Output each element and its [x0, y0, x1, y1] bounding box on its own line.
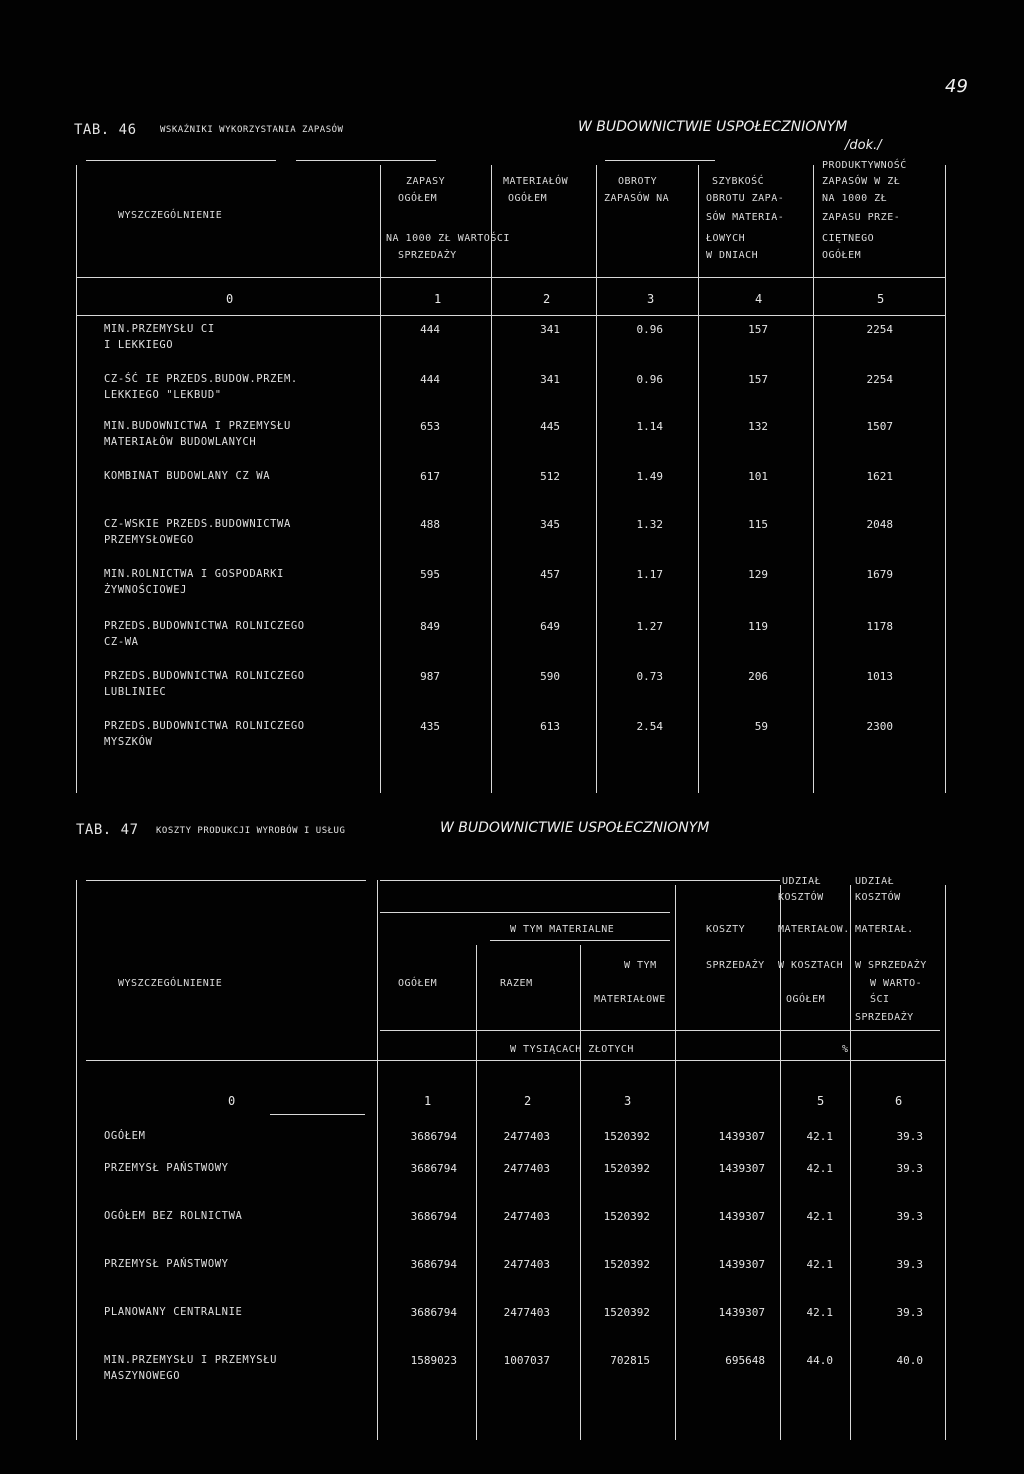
t47-header-c5-line: MATERIAŁOW.: [778, 924, 850, 935]
t46-row-label: KOMBINAT BUDOWLANY CZ WA: [104, 470, 271, 482]
t46-cell: 444: [420, 373, 440, 386]
t46-cell: 132: [748, 420, 768, 433]
t47-row-label: MIN.PRZEMYSŁU I PRZEMYSŁU: [104, 1354, 278, 1366]
t47-header-c5-line: UDZIAŁ: [782, 876, 822, 887]
t47-cell: 695648: [725, 1354, 765, 1367]
t46-header-c5-line: PRODUKTYWNOŚĆ: [822, 160, 907, 171]
t47-header-c4-line: SPRZEDAŻY: [706, 960, 765, 971]
t46-cell: 617: [420, 470, 440, 483]
t47-cell: 3686794: [410, 1210, 457, 1223]
t47-cell: 42.1: [806, 1210, 833, 1223]
t46-row-label: LUBLINIEC: [104, 686, 167, 698]
t46-cell: 157: [748, 323, 768, 336]
t46-cell: 653: [420, 420, 440, 433]
t47-colnum: 6: [895, 1094, 903, 1108]
t46-header-c5-line: OGÓŁEM: [822, 250, 862, 261]
t47-header-c6-line: KOSZTÓW: [855, 892, 901, 903]
t46-cell: 119: [748, 620, 768, 633]
t46-cell: 649: [540, 620, 560, 633]
t46-cell: 157: [748, 373, 768, 386]
t47-cell: 39.3: [896, 1162, 923, 1175]
t47-cell: 39.3: [896, 1306, 923, 1319]
t46-header-c5-line: ZAPASÓW W ZŁ: [822, 176, 901, 187]
t46-header-c1-line: ZAPASY: [406, 176, 446, 187]
t46-cell: 987: [420, 670, 440, 683]
t46-header-c5-line: CIĘTNEGO: [822, 233, 875, 244]
t46-row-label: PRZEMYSŁOWEGO: [104, 534, 194, 546]
t46-row-label: MYSZKÓW: [104, 736, 153, 748]
table-46-title-handwritten: W BUDOWNICTWIE USPOŁECZNIONYM: [578, 119, 848, 135]
t47-colnum: 3: [624, 1094, 632, 1108]
t47-cell: 39.3: [896, 1210, 923, 1223]
t47-row-label: OGÓŁEM: [104, 1130, 146, 1142]
t46-cell: 345: [540, 518, 560, 531]
t46-cell: 1507: [866, 420, 893, 433]
t47-colnum: 1: [424, 1094, 432, 1108]
table-46-continuation: /dok./: [845, 138, 882, 153]
t47-cell: 3686794: [410, 1162, 457, 1175]
t46-header-c4-line: W DNIACH: [706, 250, 759, 261]
t47-cell: 1520392: [603, 1162, 650, 1175]
t46-cell: 1679: [866, 568, 893, 581]
t46-cell: 101: [748, 470, 768, 483]
t47-colnum: 2: [524, 1094, 532, 1108]
t46-cell: 2048: [866, 518, 893, 531]
t46-header-c4-line: SÓW MATERIA-: [706, 212, 785, 223]
t47-cell: 1520392: [603, 1210, 650, 1223]
t46-header-c3-line: OBROTY: [618, 176, 658, 187]
t46-cell: 2.54: [636, 720, 663, 733]
t46-cell: 595: [420, 568, 440, 581]
t46-cell: 0.96: [636, 373, 663, 386]
t47-cell: 1520392: [603, 1258, 650, 1271]
t46-header-c1-line: SPRZEDAŻY: [398, 250, 457, 261]
t47-header-c6-line: SPRZEDAŻY: [855, 1012, 914, 1023]
t47-header-c3-line: W TYM: [624, 960, 657, 971]
t46-cell: 849: [420, 620, 440, 633]
t47-cell: 42.1: [806, 1162, 833, 1175]
t46-cell: 1.27: [636, 620, 663, 633]
table-47-title: KOSZTY PRODUKCJI WYROBÓW I USŁUG: [156, 826, 346, 836]
t47-header-c6-line: ŚCI: [870, 994, 890, 1005]
t47-cell: 1520392: [603, 1130, 650, 1143]
t47-row-label: OGÓŁEM BEZ ROLNICTWA: [104, 1210, 243, 1222]
t46-header-c3-line: ZAPASÓW NA: [604, 193, 670, 204]
t46-cell: 1621: [866, 470, 893, 483]
t46-header-c5-line: NA 1000 ZŁ: [822, 193, 888, 204]
t47-header-c4-line: KOSZTY: [706, 924, 746, 935]
t47-cell: 3686794: [410, 1258, 457, 1271]
page-number: 49: [945, 76, 968, 97]
t46-cell: 1178: [866, 620, 893, 633]
t47-header-c6-line: MATERIAŁ.: [855, 924, 914, 935]
t47-cell: 2477403: [503, 1258, 550, 1271]
t47-cell: 42.1: [806, 1306, 833, 1319]
t46-cell: 341: [540, 323, 560, 336]
t46-row-label: ŻYWNOŚCIOWEJ: [104, 584, 188, 596]
t47-cell: 42.1: [806, 1130, 833, 1143]
t47-cell: 702815: [610, 1354, 650, 1367]
t46-row-label: I LEKKIEGO: [104, 339, 174, 351]
t47-cell: 44.0: [806, 1354, 833, 1367]
t47-header-razem: RAZEM: [500, 978, 533, 989]
t47-cell: 1589023: [410, 1354, 457, 1367]
t47-cell: 40.0: [896, 1354, 923, 1367]
t47-cell: 2477403: [503, 1210, 550, 1223]
t47-cell: 1439307: [718, 1162, 765, 1175]
t46-cell: 2300: [866, 720, 893, 733]
t46-header-c4-line: OBROTU ZAPA-: [706, 193, 785, 204]
t47-cell: 1520392: [603, 1306, 650, 1319]
t47-cell: 2477403: [503, 1306, 550, 1319]
t46-row-label: MIN.ROLNICTWA I GOSPODARKI: [104, 568, 284, 580]
t47-header-c5-line: KOSZTÓW: [778, 892, 824, 903]
t46-cell: 613: [540, 720, 560, 733]
t46-cell: 1013: [866, 670, 893, 683]
t47-cell: 2477403: [503, 1162, 550, 1175]
t46-cell: 512: [540, 470, 560, 483]
t46-colnum: 3: [647, 292, 655, 306]
t46-cell: 435: [420, 720, 440, 733]
t47-cell: 3686794: [410, 1130, 457, 1143]
t46-cell: 0.73: [636, 670, 663, 683]
t47-unit-percent: %: [842, 1044, 849, 1055]
t46-row-label: MIN.BUDOWNICTWA I PRZEMYSŁU: [104, 420, 291, 432]
t46-cell: 444: [420, 323, 440, 336]
t47-cell: 42.1: [806, 1258, 833, 1271]
t46-cell: 1.49: [636, 470, 663, 483]
t46-header-c5-line: ZAPASU PRZE-: [822, 212, 901, 223]
t46-header-c4-line: ŁOWYCH: [706, 233, 746, 244]
t47-row-label: PRZEMYSŁ PAŃSTWOWY: [104, 1258, 229, 1270]
t46-colnum: 1: [434, 292, 442, 306]
t47-colnum: 5: [817, 1094, 825, 1108]
table-46-number: TAB. 46: [74, 122, 137, 138]
t47-header-wyszczegolnienie: WYSZCZEGÓLNIENIE: [118, 978, 223, 989]
t47-cell: 1439307: [718, 1130, 765, 1143]
t47-header-ogolem: OGÓŁEM: [398, 978, 438, 989]
t46-cell: 1.14: [636, 420, 663, 433]
t46-cell: 115: [748, 518, 768, 531]
table-46-title: WSKAŹNIKI WYKORZYSTANIA ZAPASÓW: [160, 125, 344, 135]
t46-row-label: PRZEDS.BUDOWNICTWA ROLNICZEGO: [104, 620, 305, 632]
t47-row-label: PLANOWANY CENTRALNIE: [104, 1306, 243, 1318]
t47-colnum: 0: [228, 1094, 236, 1108]
t46-row-label: CZ-WA: [104, 636, 139, 648]
t47-header-c3-line: MATERIAŁOWE: [594, 994, 666, 1005]
t47-header-c5-line: OGÓŁEM: [786, 994, 826, 1005]
t46-cell: 0.96: [636, 323, 663, 336]
t46-row-label: PRZEDS.BUDOWNICTWA ROLNICZEGO: [104, 720, 305, 732]
t46-cell: 2254: [866, 373, 893, 386]
t46-cell: 1.17: [636, 568, 663, 581]
t46-cell: 445: [540, 420, 560, 433]
t46-header-c1-line: OGÓŁEM: [398, 193, 438, 204]
t47-cell: 3686794: [410, 1306, 457, 1319]
t46-row-label: LEKKIEGO "LEKBUD": [104, 389, 222, 401]
t47-cell: 39.3: [896, 1258, 923, 1271]
t46-row-label: MIN.PRZEMYSŁU CI: [104, 323, 215, 335]
t47-unit-thousands: W TYSIĄCACH ZŁOTYCH: [510, 1044, 634, 1055]
table-47-title-handwritten: W BUDOWNICTWIE USPOŁECZNIONYM: [440, 820, 710, 836]
t46-header-c1-line: NA 1000 ZŁ WARTOŚCI: [386, 233, 510, 244]
t47-cell: 39.3: [896, 1130, 923, 1143]
t47-header-c5-line: W KOSZTACH: [778, 960, 844, 971]
t46-row-label: CZ-WSKIE PRZEDS.BUDOWNICTWA: [104, 518, 291, 530]
t47-cell: 1439307: [718, 1258, 765, 1271]
t47-row-label: PRZEMYSŁ PAŃSTWOWY: [104, 1162, 229, 1174]
t47-header-c6-line: UDZIAŁ: [855, 876, 895, 887]
table-47-number: TAB. 47: [76, 822, 139, 838]
t47-cell: 1439307: [718, 1306, 765, 1319]
t47-cell: 1007037: [503, 1354, 550, 1367]
t46-colnum: 5: [877, 292, 885, 306]
t46-cell: 457: [540, 568, 560, 581]
t46-colnum: 4: [755, 292, 763, 306]
t47-row-label: MASZYNOWEGO: [104, 1370, 181, 1382]
t46-cell: 1.32: [636, 518, 663, 531]
t46-header-wyszczegolnienie: WYSZCZEGÓLNIENIE: [118, 210, 223, 221]
t46-row-label: CZ-ŚĆ IE PRZEDS.BUDOW.PRZEM.: [104, 373, 298, 385]
t46-row-label: MATERIAŁÓW BUDOWLANYCH: [104, 436, 257, 448]
t46-cell: 590: [540, 670, 560, 683]
t47-cell: 2477403: [503, 1130, 550, 1143]
t46-cell: 59: [754, 720, 768, 733]
t46-header-c2-line: OGÓŁEM: [508, 193, 548, 204]
t46-header-c4-line: SZYBKOŚĆ: [712, 176, 765, 187]
t47-cell: 1439307: [718, 1210, 765, 1223]
t46-colnum: 0: [226, 292, 234, 306]
t46-cell: 206: [748, 670, 768, 683]
t46-header-c2-line: MATERIAŁÓW: [503, 176, 569, 187]
t46-cell: 2254: [866, 323, 893, 336]
t47-header-c6-line: W SPRZEDAŻY: [855, 960, 927, 971]
t46-cell: 129: [748, 568, 768, 581]
t46-row-label: PRZEDS.BUDOWNICTWA ROLNICZEGO: [104, 670, 305, 682]
t47-header-w-tym-materialne: W TYM MATERIALNE: [510, 924, 615, 935]
t46-cell: 488: [420, 518, 440, 531]
t47-header-c6-line: W WARTO-: [870, 978, 923, 989]
t46-colnum: 2: [543, 292, 551, 306]
t46-cell: 341: [540, 373, 560, 386]
